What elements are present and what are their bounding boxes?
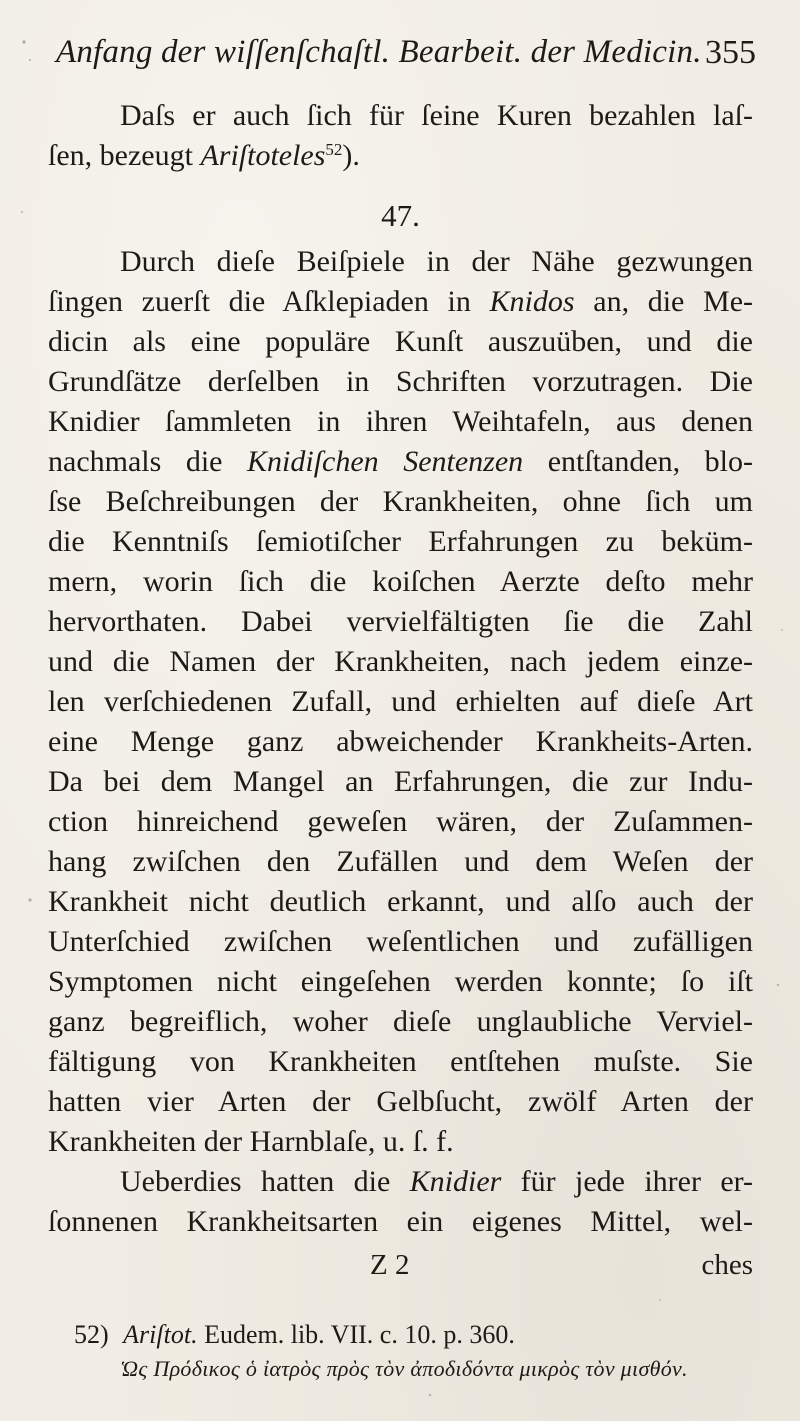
- text-line: Grundſätze derſelben in Schriften vorzutragen. Die: [48, 365, 753, 398]
- footnote-mark: 52): [74, 1320, 109, 1349]
- author-name: Ariſtoteles: [200, 139, 326, 172]
- text-line: Unterſchied zwiſchen weſentlichen und zufälligen: [48, 925, 753, 958]
- running-title: Anfang der wiſſenſchaſtl. Bearbeit. der Medicin.: [56, 34, 702, 70]
- text-span: ).: [342, 139, 360, 172]
- text-line: ſse Beſchreibungen der Krankheiten, ohne ſich um: [48, 485, 753, 518]
- text-span: ſingen zuerſt die Aſklepiaden in: [48, 285, 471, 318]
- text-line: Da bei dem Mangel an Erfahrungen, die zur Indu-: [48, 765, 753, 798]
- text-line: ction hinreichend geweſen wären, der Zuſammen-: [48, 805, 753, 838]
- text-line: fältigung von Krankheiten entſtehen muſste. Sie: [48, 1045, 753, 1078]
- text-line: len verſchiedenen Zufall, und erhielten auf dieſe Art: [48, 685, 753, 718]
- text-line: und die Namen der Krankheiten, nach jedem einze-: [48, 645, 753, 678]
- page-number: 355: [705, 34, 756, 71]
- place-name: Knidos: [489, 285, 575, 318]
- text-line: dicin als eine populäre Kunſt auszuüben, und die: [48, 325, 753, 358]
- text-line: die Kenntniſs ſemiotiſcher Erfahrungen zu beküm-: [48, 525, 753, 558]
- text-span: Ueberdies hatten die: [120, 1165, 391, 1198]
- footnote-source: Eudem. lib. VII. c. 10. p. 360.: [204, 1320, 515, 1349]
- text-line: hatten vier Arten der Gelbſucht, zwölf Arten der: [48, 1085, 753, 1118]
- text-line: Knidier ſammleten in ihren Weihtafeln, aus denen: [48, 405, 753, 438]
- work-title: Knidiſchen Sentenzen: [247, 445, 524, 478]
- text-line: mern, worin ſich die koiſchen Aerzte deſto mehr: [48, 565, 753, 598]
- text-span: ſen, bezeugt: [48, 139, 193, 172]
- footnote-greek-quote: Ὡς Πρόδικος ὁ ἰατρὸς πρὸς τὸν ἀποδιδόντα μικρὸς τὸν μισθόν.: [120, 1356, 688, 1381]
- text-line: hervorthaten. Dabei vervielfältigten ſie die Zahl: [48, 605, 753, 638]
- page-footer: [48, 1245, 753, 1285]
- text-span: an, die Me-: [593, 285, 754, 318]
- text-span: entſtanden, blo-: [547, 445, 753, 478]
- text-span: für jede ihrer er-: [520, 1165, 754, 1198]
- text-line: Krankheiten der Harnblaſe, u. ſ. f.: [48, 1125, 454, 1158]
- note-ref: 52: [325, 140, 343, 159]
- footnote: [74, 1318, 764, 1381]
- text-line: hang zwiſchen den Zufällen und dem Weſen der: [48, 845, 753, 878]
- text-line: Krankheit nicht deutlich erkannt, und alſo auch der: [48, 885, 753, 918]
- footnote-source-author: Ariſtot.: [123, 1320, 198, 1349]
- text-line: Daſs er auch ſich für ſeine Kuren bezahlen laſ-: [120, 99, 753, 132]
- text-line: [120, 1162, 753, 1202]
- section-number: 47.: [381, 198, 420, 233]
- signature-mark: Z 2: [370, 1249, 410, 1281]
- text-line: ganz begreiflich, woher dieſe unglaubliche Verviel-: [48, 1005, 753, 1038]
- group-name: Knidier: [409, 1165, 502, 1198]
- text-line: ſonnenen Krankheitsarten ein eigenes Mittel, wel-: [48, 1205, 753, 1238]
- text-span: nachmals die: [48, 445, 223, 478]
- text-line: Durch dieſe Beiſpiele in der Nähe gezwungen: [120, 245, 753, 278]
- text-line: Symptomen nicht eingeſehen werden konnte; ſo iſt: [48, 965, 753, 998]
- catchword: ches: [701, 1249, 753, 1281]
- text-line: eine Menge ganz abweichender Krankheits-Arten.: [48, 725, 753, 758]
- running-head: [56, 34, 756, 84]
- text-line: [48, 282, 753, 322]
- text-line: [48, 136, 753, 176]
- text-line: [48, 442, 753, 482]
